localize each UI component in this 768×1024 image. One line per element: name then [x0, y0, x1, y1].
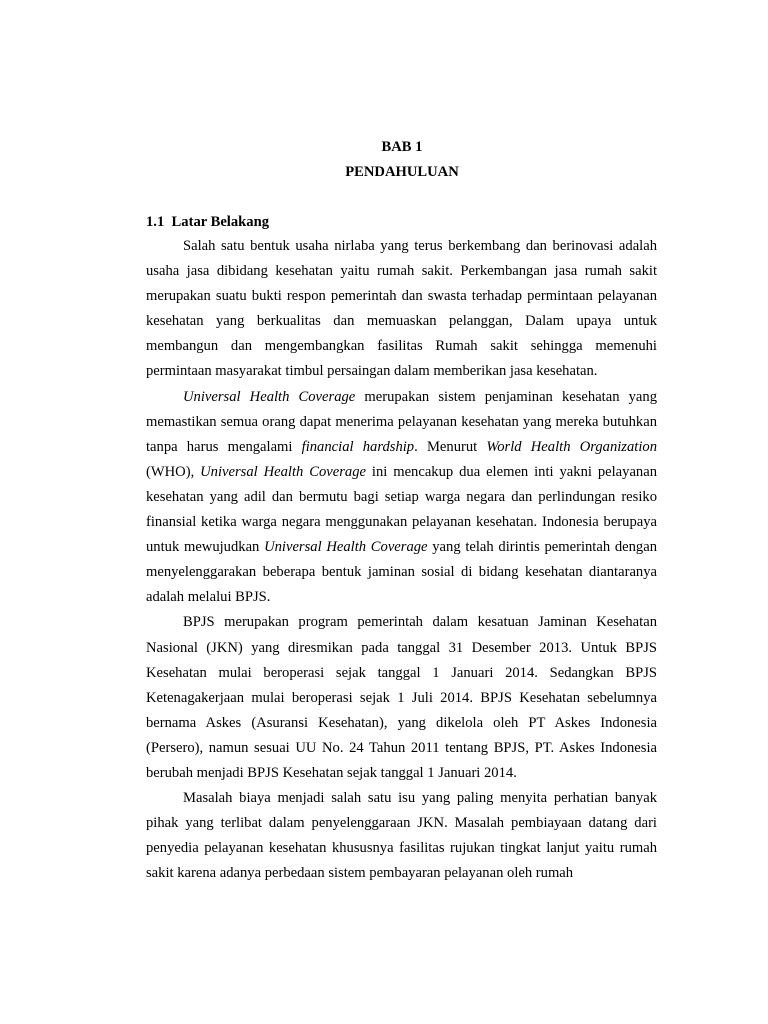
- chapter-title: PENDAHULUAN: [345, 164, 459, 180]
- term-uhc: Universal Health Coverage: [264, 539, 428, 556]
- term-who: World Health Organization: [486, 438, 657, 455]
- section-number: 1.1: [146, 214, 165, 230]
- paragraph-2-text: . Menurut: [414, 438, 487, 455]
- term-financial-hardship: financial hardship: [301, 438, 415, 455]
- chapter-number: BAB 1: [381, 139, 423, 155]
- paragraph-2: [146, 385, 657, 611]
- term-uhc: Universal Health Coverage: [183, 388, 356, 405]
- paragraph-2-text: ini mencakup dua elemen inti yakni pelayanan kesehatan yang adil dan bermutu bagi setiap warga negara dan perlindungan resiko finansial ketika warga negara menggunakan pelayanan kesehatan. Indonesia berupaya untuk mewujudkan: [146, 463, 657, 556]
- section-title: Latar Belakang: [171, 214, 269, 230]
- paragraph-1: Salah satu bentuk usaha nirlaba yang terus berkembang dan berinovasi adalah usaha jasa dibidang kesehatan yaitu rumah sakit. Perkembangan jasa rumah sakit merupakan suatu bukti respon pemerintah dan swasta terhadap permintaan pelayanan kesehatan yang berkualitas dan memuaskan pelanggan, Dalam upaya untuk membangun dan mengembangkan fasilitas Rumah sakit sehingga memenuhi permintaan masyarakat timbul persaingan dalam memberikan jasa kesehatan.: [146, 238, 657, 380]
- paragraph-2-text: merupakan sistem penjaminan kesehatan yang memastikan semua orang dapat menerima pelayanan kesehatan yang mereka butuhkan tanpa harus mengalami: [146, 388, 657, 455]
- paragraph-3: BPJS merupakan program pemerintah dalam kesatuan Jaminan Kesehatan Nasional (JKN) yang diresmikan pada tanggal 31 Desember 2013. Untuk BPJS Kesehatan mulai beroperasi sejak tanggal 1 Januari 2014. Sedangkan BPJS Ketenagakerjaan mulai beroperasi sejak 1 Juli 2014. BPJS Kesehatan sebelumnya bernama Askes (Asuransi Kesehatan), yang dikelola oleh PT Askes Indonesia (Persero), namun sesuai UU No. 24 Tahun 2011 tentang BPJS, PT. Askes Indonesia berubah menjadi BPJS Kesehatan sejak tanggal 1 Januari 2014.: [146, 614, 657, 781]
- body-text: [146, 234, 657, 886]
- paragraph-2-text: (WHO),: [146, 463, 201, 480]
- paragraph-4: Masalah biaya menjadi salah satu isu yang paling menyita perhatian banyak pihak yang terlibat dalam penyelenggaraan JKN. Masalah pembiayaan datang dari penyedia pelayanan kesehatan khususnya fasilitas rujukan tingkat lanjut yaitu rumah sakit karena adanya perbedaan sistem pembayaran pelayanan oleh rumah: [146, 790, 657, 882]
- paragraph-2-text: yang telah dirintis pemerintah dengan menyelenggarakan beberapa bentuk jaminan sosial di bidang kesehatan diantaranya adalah melalui BPJS.: [146, 539, 657, 606]
- section-heading: [146, 213, 269, 231]
- term-uhc: Universal Health Coverage: [200, 463, 366, 480]
